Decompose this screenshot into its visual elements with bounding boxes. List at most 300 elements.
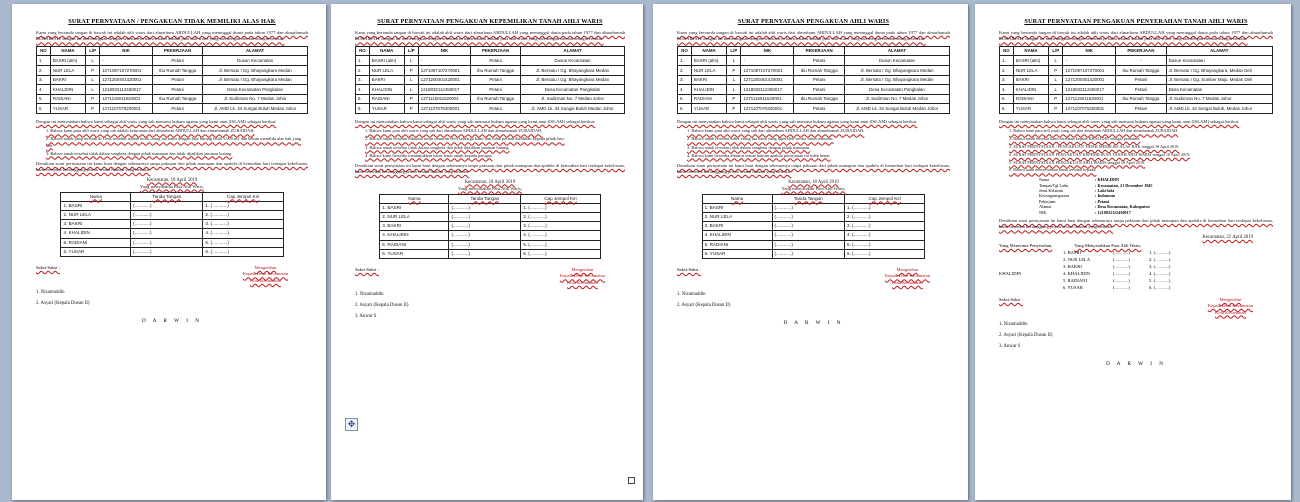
cell: (............) bbox=[449, 203, 521, 212]
col-nama: NAMA bbox=[50, 46, 85, 56]
witness-block bbox=[36, 265, 308, 284]
officer-block bbox=[243, 265, 308, 284]
cell: L bbox=[404, 75, 418, 85]
cap: 4. (............) bbox=[1149, 270, 1171, 276]
table-row bbox=[380, 222, 600, 231]
signature-table bbox=[702, 194, 926, 259]
table-row bbox=[1000, 75, 1273, 85]
info-value: : KHALIDIN bbox=[1095, 177, 1120, 183]
witness-label: Saksi-Saksi : bbox=[36, 264, 60, 270]
officer-line: Kota Kecamatan bbox=[1215, 309, 1246, 315]
table-row bbox=[356, 104, 625, 114]
table-row bbox=[380, 212, 600, 221]
cell: P bbox=[1049, 94, 1063, 104]
table-row bbox=[37, 66, 308, 76]
cell: Ibu Rumah Tangga bbox=[471, 94, 521, 104]
cell: (............) bbox=[772, 249, 845, 258]
col-ttd: Tanda Tangan bbox=[131, 192, 203, 201]
cell: RADIANI bbox=[50, 94, 85, 104]
cell: P bbox=[1049, 66, 1063, 76]
table-resize-handle[interactable] bbox=[628, 477, 635, 484]
giver-heading: Yang Menyerahkan Para Ahli Waris, bbox=[1074, 242, 1142, 248]
list-item: 4. Bahwa kami bersedia dituntut sesuai hukum apabila pernyataan ini tidak benar. bbox=[687, 152, 831, 158]
officer-line: Mengetahui bbox=[1219, 296, 1242, 302]
cell: 1. BASRI bbox=[380, 203, 449, 212]
cell: Petani bbox=[1116, 104, 1166, 114]
table-row bbox=[380, 231, 600, 240]
officer-line: Kepala Desa Kecamatan bbox=[1207, 303, 1253, 309]
cell: (............) bbox=[449, 212, 521, 221]
cell: 2. NUR LELA bbox=[702, 212, 772, 221]
body-paragraph: Dengan ini menyatakan bahwa kami sebagai ahli waris yang sah menurut hukum agama yang kami anut (ISLAM) sebagai berikut: bbox=[999, 118, 1240, 124]
cell: 2. bbox=[37, 66, 51, 76]
col-nama: Nama bbox=[380, 194, 449, 203]
cell: 5. (............) bbox=[521, 240, 601, 249]
table-row bbox=[1000, 85, 1273, 95]
cell: 4. bbox=[678, 85, 692, 95]
cell: Jl. Bersatu I Gg. Bhayangkara, Medan Deli bbox=[1166, 66, 1272, 76]
officer-block bbox=[885, 267, 950, 286]
col-no: NO bbox=[356, 46, 370, 56]
cell: 1271115011520001 bbox=[418, 94, 470, 104]
info-value: : Petani bbox=[1095, 198, 1109, 204]
col-nama: Nama bbox=[61, 192, 131, 201]
cell: 6. YUSAR bbox=[702, 249, 772, 258]
cell: 3. (............) bbox=[521, 222, 601, 231]
cell: Dusun Kecamatan bbox=[521, 56, 625, 66]
cell: YUSAR bbox=[50, 104, 85, 114]
cell: Ibu Rumah Tangga bbox=[471, 66, 521, 76]
page-title: SURAT PERNYATAAN PENGAKUAN KEPEMILIKAN TANAH AHLI WARIS bbox=[377, 18, 603, 25]
sign-row bbox=[999, 263, 1273, 270]
cell: L bbox=[727, 75, 741, 85]
cell: BASRI (alm) bbox=[1013, 56, 1048, 66]
cell: NUR LELA bbox=[691, 66, 726, 76]
cell: 4. bbox=[356, 85, 370, 95]
cell: 2. bbox=[1000, 66, 1014, 76]
body-paragraph: Dengan ini menyatakan bahwa kami sebagai ahli waris yang sah menurut hukum agama yang kami anut (ISLAM) sebagai berikut: bbox=[677, 118, 918, 124]
cell: 4. KHALIDIN bbox=[702, 231, 772, 240]
cell: Dusun Kecamatan bbox=[1166, 56, 1272, 66]
closing-paragraph: Demikian surat pernyataan ini kami buat dengan sebenarnya tanpa paksaan dari pihak manapun dan apabila di kemudian hari terdapat kekeliruan, kami bersedia bertanggung jawab sesuai hukum yang berlaku. bbox=[677, 162, 950, 175]
cell: (............) bbox=[449, 231, 521, 240]
name: 1. BASRI bbox=[1063, 249, 1082, 255]
col-pekerjaan: PEKERJAAN bbox=[152, 46, 202, 56]
table-row bbox=[356, 75, 625, 85]
cell: 5. bbox=[1000, 94, 1014, 104]
table-row bbox=[356, 66, 625, 76]
sign-row bbox=[999, 284, 1273, 291]
info-label: Tempat/Tgl Lahir bbox=[1039, 182, 1069, 188]
table-row bbox=[61, 201, 283, 210]
cell: 2. (............) bbox=[203, 210, 283, 219]
witness-2: 2. Asyari (Kepala Dusun II) bbox=[36, 301, 90, 307]
col-lp: L/P bbox=[404, 46, 418, 56]
cell: Petani bbox=[152, 56, 202, 66]
intro-paragraph: Kami yang bertanda tangan di bawah ini adalah ahli waris dari almarhum ABDULLAH yang meninggal dunia pada tahun 1977 dan almarhumah ZUBAIDAH, dengan ini menerangkan dengan sebenarnya bahwa kami adalah para ahli waris yang sah dengan rincian sebagai berikut: bbox=[355, 30, 625, 42]
cell: BAKRI bbox=[50, 75, 85, 85]
cell: KHALIDIN bbox=[50, 85, 85, 95]
cell: L bbox=[1049, 85, 1063, 95]
cell: RADIANI bbox=[691, 94, 726, 104]
table-row bbox=[702, 212, 925, 221]
col-cap: Cap Jempol Kiri bbox=[521, 194, 601, 203]
col-alamat: ALAMAT bbox=[844, 46, 949, 56]
heirs-table bbox=[36, 46, 308, 114]
table-row bbox=[678, 85, 950, 95]
table-row bbox=[702, 249, 925, 258]
cell: (............) bbox=[772, 231, 845, 240]
table-row bbox=[380, 240, 600, 249]
document-page-3[interactable] bbox=[653, 4, 968, 500]
cell: (............) bbox=[131, 210, 203, 219]
list-item: 1. Bahwa kami para ahli waris yang sah dari almarhum ABDULLAH dan almarhumah ZUBAIDAH. bbox=[687, 128, 865, 134]
witness-3: 3. Anwar S bbox=[355, 314, 377, 320]
cell: YUSAR bbox=[369, 104, 404, 114]
table-row bbox=[37, 85, 308, 95]
cell: (............) bbox=[449, 222, 521, 231]
cell: 1271107075200001 bbox=[418, 104, 470, 114]
info-value: : Desa Kecamatan, Kabupaten bbox=[1095, 204, 1150, 210]
page-title: SURAT PERNYATAAN PENGAKUAN AHLI WARIS bbox=[737, 18, 890, 25]
cell: 1271087107270001 bbox=[1063, 66, 1116, 76]
table-row bbox=[61, 229, 283, 238]
cell: 4. (............) bbox=[521, 231, 601, 240]
table-row bbox=[61, 238, 283, 247]
cell: P bbox=[404, 94, 418, 104]
cell: (............) bbox=[131, 201, 203, 210]
cap: 3. (............) bbox=[1149, 263, 1171, 269]
list-item: 4. Bahwa kami bersedia menunjukkan batas-batas tanah kepada petugas. bbox=[365, 152, 493, 158]
signatories-heading: Yang menyatakan Para Ahli Waris, bbox=[457, 185, 523, 191]
cell: Petani bbox=[1116, 75, 1166, 85]
cell: BASRI (alm) bbox=[691, 56, 726, 66]
cell: 2. bbox=[678, 66, 692, 76]
cell: - bbox=[741, 56, 794, 66]
officer-line: Kepala Desa Kecamatan bbox=[884, 273, 930, 279]
table-move-handle-icon[interactable]: ✥ bbox=[345, 418, 358, 431]
cell: 1271115011520001 bbox=[741, 94, 794, 104]
cell: 2. NUR LELA bbox=[61, 210, 131, 219]
witness-3: 3. Anwar S bbox=[999, 344, 1021, 350]
cell: P bbox=[86, 104, 100, 114]
list-item: 2. Bahwa tanah tersebut kami serahkan kepada KHALIDIN sebagai penerima. bbox=[1009, 136, 1141, 142]
cell: Petani bbox=[152, 104, 202, 114]
cell: 3. bbox=[678, 75, 692, 85]
table-row bbox=[702, 231, 925, 240]
cell: RADIANI bbox=[1013, 94, 1048, 104]
cell: Jl. AMD Lk. 34 Sungai Buluh Medan Johor bbox=[203, 104, 308, 114]
table-header-row bbox=[678, 46, 950, 56]
table-row bbox=[1000, 66, 1273, 76]
body-paragraph: Dengan ini menyatakan bahwa kami sebagai ahli waris yang sah menurut hukum agama yang kami anut (ISLAM) sebagai berikut: bbox=[36, 118, 277, 124]
cell: 3. bbox=[356, 75, 370, 85]
intro-paragraph: Kami yang bertanda tangan di bawah ini adalah ahli waris dari almarhum ABDULLAH yang meninggal dunia pada tahun 1977 dan almarhumah ZUBAIDAH, dengan ini menerangkan dengan sebenarnya bahwa kami adalah para ahli waris yang sah dengan rincian sebagai berikut: bbox=[999, 30, 1273, 42]
cell: (............) bbox=[131, 220, 203, 229]
ttd: (............) bbox=[1113, 263, 1130, 269]
col-pekerjaan: PEKERJAAN bbox=[471, 46, 521, 56]
cell: 5. RADIANI bbox=[380, 240, 449, 249]
witness-block bbox=[999, 297, 1273, 316]
cell: RADIANI bbox=[369, 94, 404, 104]
cell: 1. bbox=[356, 56, 370, 66]
cell: BAKRI bbox=[369, 75, 404, 85]
officer-line: Kota Kecamatan bbox=[567, 279, 598, 285]
col-alamat: ALAMAT bbox=[521, 46, 625, 56]
cell: 4. (............) bbox=[845, 231, 925, 240]
witness-label: Saksi-Saksi : bbox=[999, 296, 1023, 302]
col-lp: L/P bbox=[727, 46, 741, 56]
ttd: (............) bbox=[1113, 277, 1130, 283]
table-row bbox=[37, 94, 308, 104]
cell: Petani bbox=[794, 104, 844, 114]
cell: Jl. AMD Lk. 34 Sungai Buluh, Medan Johor bbox=[1166, 104, 1272, 114]
col-nik: NIK bbox=[1063, 46, 1116, 56]
table-row bbox=[61, 210, 283, 219]
table-row bbox=[1000, 94, 1273, 104]
heirs-table bbox=[999, 46, 1273, 114]
col-lp: L/P bbox=[1049, 46, 1063, 56]
cell: 1271200401420001 bbox=[418, 75, 470, 85]
witness-1: 1. Nizamuddin bbox=[999, 322, 1028, 328]
cell: (............) bbox=[131, 238, 203, 247]
col-alamat: ALAMAT bbox=[203, 46, 308, 56]
table-header-row bbox=[702, 194, 925, 203]
statement-list bbox=[46, 128, 308, 156]
cell: L bbox=[86, 85, 100, 95]
name: 2. NUR LELA bbox=[1063, 256, 1091, 262]
cell: 6. bbox=[356, 104, 370, 114]
cell: (............) bbox=[131, 229, 203, 238]
cell: 6. YUSAR bbox=[61, 247, 131, 256]
cell: P bbox=[86, 94, 100, 104]
cell: Petani bbox=[471, 56, 521, 66]
document-page-1[interactable] bbox=[12, 4, 326, 500]
cell: Ibu Rumah Tangga bbox=[794, 66, 844, 76]
col-no: NO bbox=[1000, 46, 1014, 56]
info-value: : 1218032112450017 bbox=[1095, 209, 1131, 215]
sign-heading-row bbox=[999, 242, 1273, 249]
col-pekerjaan: PEKERJAAN bbox=[1116, 46, 1166, 56]
cell: Petani bbox=[152, 75, 202, 85]
table-row bbox=[678, 94, 950, 104]
statement-list bbox=[365, 128, 625, 158]
name: 5. RADIANI bbox=[1063, 277, 1087, 283]
witness-label: Saksi-Saksi : bbox=[355, 266, 379, 272]
cell: 1271107075200001 bbox=[741, 104, 794, 114]
cell: - bbox=[1063, 56, 1116, 66]
table-row bbox=[678, 66, 950, 76]
cell: 4. KHALIDIN bbox=[380, 231, 449, 240]
table-row bbox=[678, 56, 950, 66]
cell: 4. bbox=[1000, 85, 1014, 95]
sign-row bbox=[999, 256, 1273, 263]
cell: L bbox=[86, 75, 100, 85]
cell: BASRI (alm) bbox=[369, 56, 404, 66]
cell: 1. (............) bbox=[521, 203, 601, 212]
cell: Dusun Kecamatan bbox=[203, 56, 308, 66]
info-row bbox=[1039, 210, 1273, 215]
witness-2: 2. Asyari (Kepala Dusun II) bbox=[355, 303, 409, 309]
col-nama: NAMA bbox=[691, 46, 726, 56]
cell: Petani bbox=[471, 85, 521, 95]
cell: 1. BASRI bbox=[61, 201, 131, 210]
cell: L bbox=[727, 56, 741, 66]
cell: L bbox=[404, 85, 418, 95]
list-item: 1. Bahwa kami para ahli waris yang sah dari almarhum ABDULLAH dan almarhumah ZUBAIDAH. bbox=[365, 128, 543, 134]
cell: L bbox=[1049, 56, 1063, 66]
cap: 6. (............) bbox=[1149, 284, 1171, 290]
col-alamat: ALAMAT bbox=[1166, 46, 1272, 56]
cell: Petani bbox=[794, 75, 844, 85]
cell: Jl. Bersatu I Gg. Sumber Maju, Medan Deli bbox=[1166, 75, 1272, 85]
cell: 1218032112450017 bbox=[418, 85, 470, 95]
officer-line: Mengetahui bbox=[254, 264, 277, 270]
signatories-heading: Yang menyatakan Para Ahli Waris, bbox=[781, 185, 846, 191]
officer-line: Kepala Desa Kecamatan bbox=[559, 273, 605, 279]
witness-1: 1. Nizamuddin bbox=[355, 292, 384, 298]
table-row bbox=[37, 104, 308, 114]
info-label: NIK bbox=[1039, 209, 1047, 215]
cell: Petani bbox=[471, 104, 521, 114]
cell: Petani bbox=[794, 56, 844, 66]
table-row bbox=[702, 222, 925, 231]
cell: Jl. Sudirman No. 7 Medan Johor bbox=[1166, 94, 1272, 104]
receiver-name: KHALIDIN bbox=[999, 270, 1022, 276]
cell: NUR LELA bbox=[369, 66, 404, 76]
cell: - bbox=[100, 56, 153, 66]
cell: 1271087107270001 bbox=[418, 66, 470, 76]
cell: (............) bbox=[772, 203, 845, 212]
witness-block bbox=[677, 267, 950, 286]
col-cap: Cap Jempol Kiri bbox=[203, 192, 283, 201]
cell: L bbox=[727, 85, 741, 95]
signature-table bbox=[60, 192, 283, 257]
table-row bbox=[678, 104, 950, 114]
cell: 1271087107270001 bbox=[741, 66, 794, 76]
info-value: : Laki-laki bbox=[1095, 187, 1114, 193]
info-label: Alamat bbox=[1039, 204, 1052, 210]
document-page-4[interactable] bbox=[975, 4, 1291, 500]
witness-2: 2. Asyari (Kepala Dusun II) bbox=[677, 303, 731, 309]
cell: P bbox=[86, 66, 100, 76]
cell: Petani bbox=[1116, 85, 1166, 95]
cell: Jl. Sudirman No. 7 Medan Johor bbox=[521, 94, 625, 104]
cell: KHALIDIN bbox=[369, 85, 404, 95]
document-page-2[interactable] bbox=[331, 4, 643, 500]
cell: 1. bbox=[37, 56, 51, 66]
cell: YUSAR bbox=[1013, 104, 1048, 114]
cell: P bbox=[404, 104, 418, 114]
cell: NUR LELA bbox=[1013, 66, 1048, 76]
witness-block bbox=[355, 267, 625, 286]
cap: 2. (............) bbox=[1149, 256, 1171, 262]
recipient-info bbox=[1039, 177, 1273, 215]
cell: 3. (............) bbox=[845, 222, 925, 231]
cell: 1271200401420001 bbox=[741, 75, 794, 85]
col-ttd: Tanda Tangan bbox=[449, 194, 521, 203]
cell: L bbox=[404, 56, 418, 66]
table-header-row bbox=[37, 46, 308, 56]
signer-name: D A R W I N bbox=[141, 318, 203, 325]
list-item: 1. Bahwa kami para ahli waris yang sah adalah keturunan dari almarhum ABDULLAH dan almarhumah ZUBAIDAH. bbox=[46, 128, 255, 134]
table-header-row bbox=[1000, 46, 1273, 56]
table-row bbox=[380, 249, 600, 258]
cell: 3. bbox=[1000, 75, 1014, 85]
cell: 6. (............) bbox=[845, 249, 925, 258]
signatories-heading: Yang menyatakan Para Ahli Waris, bbox=[139, 183, 205, 189]
cell: 3. BAKRI bbox=[380, 222, 449, 231]
cell: (............) bbox=[449, 249, 521, 258]
cell: Desa Kecamatan Pangkalan bbox=[844, 85, 949, 95]
cell: Ibu Rumah Tangga bbox=[152, 94, 202, 104]
heirs-table bbox=[677, 46, 950, 114]
cell: L bbox=[86, 56, 100, 66]
cell: 6. (............) bbox=[203, 247, 283, 256]
body-paragraph: Dengan ini menyatakan bahwa kami sebagai ahli waris yang sah menurut hukum agama yang kami anut (ISLAM) sebagai berikut: bbox=[355, 118, 596, 124]
info-value: : Indonesia bbox=[1095, 193, 1115, 199]
cell: 6. bbox=[678, 104, 692, 114]
cell: (............) bbox=[772, 222, 845, 231]
date-line: Kecamatan, 22 April 2019 bbox=[1202, 234, 1253, 240]
cell: 3. bbox=[37, 75, 51, 85]
list-item: 3. SURAT PERNYATAAN / PENGAKUAN TIDAK MEMILIKI ALAS HAK tanggal 18 April 2019. bbox=[1009, 143, 1180, 149]
table-header-row bbox=[61, 192, 283, 201]
cell: 1271115011520001 bbox=[100, 94, 153, 104]
cell: Jl. Bersatu I Gg. Bhayangkara Medan bbox=[521, 75, 625, 85]
sign-row bbox=[999, 270, 1273, 277]
list-item: 3. Bahwa tanah tersebut tidak dalam sengketa dengan pihak manapun. bbox=[687, 144, 811, 150]
cell: Petani bbox=[152, 85, 202, 95]
officer-line: Kota Kecamatan bbox=[892, 279, 923, 285]
cell: BAKRI bbox=[691, 75, 726, 85]
cell: 4. bbox=[37, 85, 51, 95]
cell: Petani bbox=[794, 85, 844, 95]
cell: Jl. Bersatu I Gg. Bhayangkara Medan bbox=[844, 75, 949, 85]
cell: Desa Kecamatan bbox=[1166, 85, 1272, 95]
cell: Petani bbox=[471, 75, 521, 85]
table-row bbox=[356, 85, 625, 95]
list-item: 2. Bahwa tanah yang terletak di Desa tersebut adalah milik orang tua kami dengan luas kurang lebih 5.000 m2 dan belum memiliki alas hak yang sah. bbox=[46, 136, 302, 148]
col-pekerjaan: PEKERJAAN bbox=[794, 46, 844, 56]
witness-2: 2. Asyari (Kepala Dusun II) bbox=[999, 333, 1053, 339]
table-header-row bbox=[380, 194, 600, 203]
cell: Jl. Sudirman No. 7 Medan Johor bbox=[844, 94, 949, 104]
table-row bbox=[37, 56, 308, 66]
info-label: Jenis Kelamin bbox=[1039, 187, 1063, 193]
col-nama: Nama bbox=[702, 194, 772, 203]
witness-1: 1. Nizamuddin bbox=[677, 292, 706, 298]
handover-signatures bbox=[999, 242, 1273, 291]
statement-list bbox=[1009, 128, 1273, 173]
cell: 2. bbox=[356, 66, 370, 76]
ttd: (............) bbox=[1113, 256, 1130, 262]
cell: Ibu Rumah Tangga bbox=[1116, 94, 1166, 104]
cell: 1271107075200001 bbox=[1063, 104, 1116, 114]
cell: 2. NUR LELA bbox=[380, 212, 449, 221]
officer-line: Kota Kecamatan bbox=[250, 277, 281, 283]
ttd: (............) bbox=[1113, 249, 1130, 255]
cell: (............) bbox=[772, 212, 845, 221]
cell: KHALIDIN bbox=[1013, 85, 1048, 95]
cell: 1. (............) bbox=[845, 203, 925, 212]
cell: Ibu Rumah Tangga bbox=[794, 94, 844, 104]
cell: Jl. AMD Lk. 34 Sungai Buluh Medan Johor bbox=[521, 104, 625, 114]
cell: 5. bbox=[678, 94, 692, 104]
list-item: 3. Bahwa tanah tersebut tidak dalam sengketa dan tidak dijadikan jaminan hutang. bbox=[365, 144, 510, 150]
closing-paragraph: Demikian surat pernyataan ini kami buat dengan sebenarnya tanpa paksaan dari pihak manapun dan apabila di kemudian hari terdapat kekeliruan, kami bersedia bertanggung jawab sesuai hukum yang berlaku. bbox=[999, 218, 1273, 230]
list-item: 2. Bahwa tanah tersebut dikuasai turun temurun oleh keluarga kami dan tidak pernah dialihkan kepada pihak lain. bbox=[365, 136, 565, 142]
